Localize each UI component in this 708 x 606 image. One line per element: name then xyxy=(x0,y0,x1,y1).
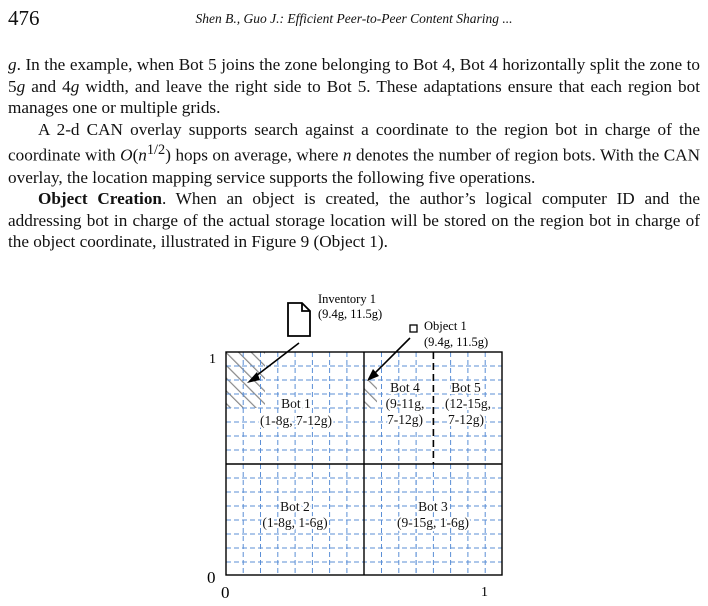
axis-y-bottom: 0 xyxy=(207,568,216,587)
bot4-range-a: (9-11g, xyxy=(385,396,425,411)
object-label: Object 1 xyxy=(424,319,467,333)
arrow-icon xyxy=(247,343,299,383)
run-in-heading: Object Creation xyxy=(38,189,162,209)
axis-x-left: 0 xyxy=(221,583,230,602)
paragraph-3 xyxy=(8,188,700,253)
bot3-range: (9-15g, 1-6g) xyxy=(397,515,469,530)
bot4-name: Bot 4 xyxy=(390,380,420,395)
object-icon xyxy=(410,325,417,332)
italic-g: g xyxy=(8,55,17,74)
p3-text: . When an object is created, the author’s logical computer ID and the addressing bot in charge of the actual storage location will be stored on the region bot in charge of the object coordinate, illustrated in Figure 9 (Object 1). xyxy=(8,189,700,252)
axis-x-right: 1 xyxy=(481,585,488,600)
bot3-name: Bot 3 xyxy=(418,499,448,514)
hatched-grid-bot4 xyxy=(364,380,377,408)
object-coord: (9.4g, 11.5g) xyxy=(424,335,489,349)
zone-outer-border xyxy=(226,352,502,575)
bot4-range-b: 7-12g) xyxy=(387,412,423,427)
paragraph-2 xyxy=(8,119,700,189)
document-icon xyxy=(288,303,310,336)
italic-O: O xyxy=(120,146,133,166)
exponent: 1/2 xyxy=(146,142,166,159)
italic-n: n xyxy=(138,146,147,166)
inventory-coord: (9.4g, 11.5g) xyxy=(318,307,383,321)
p2-text-a: A 2-d CAN overlay supports search against a coordinate to the region bot in charge of the coordinate with xyxy=(8,119,700,166)
p1-text-a: . In the example, when Bot 5 joins the zone belonging to Bot 4, Bot 4 horizontally split the zone to 5 xyxy=(8,55,700,96)
p2-text-b: ) hops on average, where xyxy=(165,146,343,166)
hatched-grid-bot1 xyxy=(226,352,265,408)
axis-y-top: 1 xyxy=(209,352,216,367)
bot2-range: (1-8g, 1-6g) xyxy=(262,515,328,530)
inventory-label: Inventory 1 xyxy=(318,292,376,306)
page-number: 476 xyxy=(8,6,40,30)
p1-text-c: width, and leave the right side to Bot 5. These adaptations ensure that each region bot manages one or multiple grids. xyxy=(8,76,700,118)
paren: ( xyxy=(132,146,139,166)
p2-text-c: denotes the number of region bots. With the CAN overlay, the location mapping service supports the following five operations. xyxy=(8,146,701,187)
grid-lines xyxy=(226,352,502,575)
bot1-name: Bot 1 xyxy=(281,396,311,411)
paragraph-1 xyxy=(8,54,700,119)
italic-g: g xyxy=(16,76,26,96)
body-text xyxy=(8,54,700,253)
bot5-range-a: (12-15g, xyxy=(444,396,492,411)
p1-text-b: and 4 xyxy=(25,76,71,96)
bot1-range: (1-8g, 7-12g) xyxy=(260,413,332,428)
bot5-name: Bot 5 xyxy=(451,380,481,395)
italic-n: n xyxy=(342,146,352,166)
running-head: Shen B., Guo J.: Efficient Peer-to-Peer Content Sharing ... xyxy=(195,11,513,26)
bot5-range-b: 7-12g) xyxy=(448,412,484,427)
italic-g: g xyxy=(70,76,80,96)
bot2-name: Bot 2 xyxy=(280,499,310,514)
arrow-icon xyxy=(367,338,410,381)
